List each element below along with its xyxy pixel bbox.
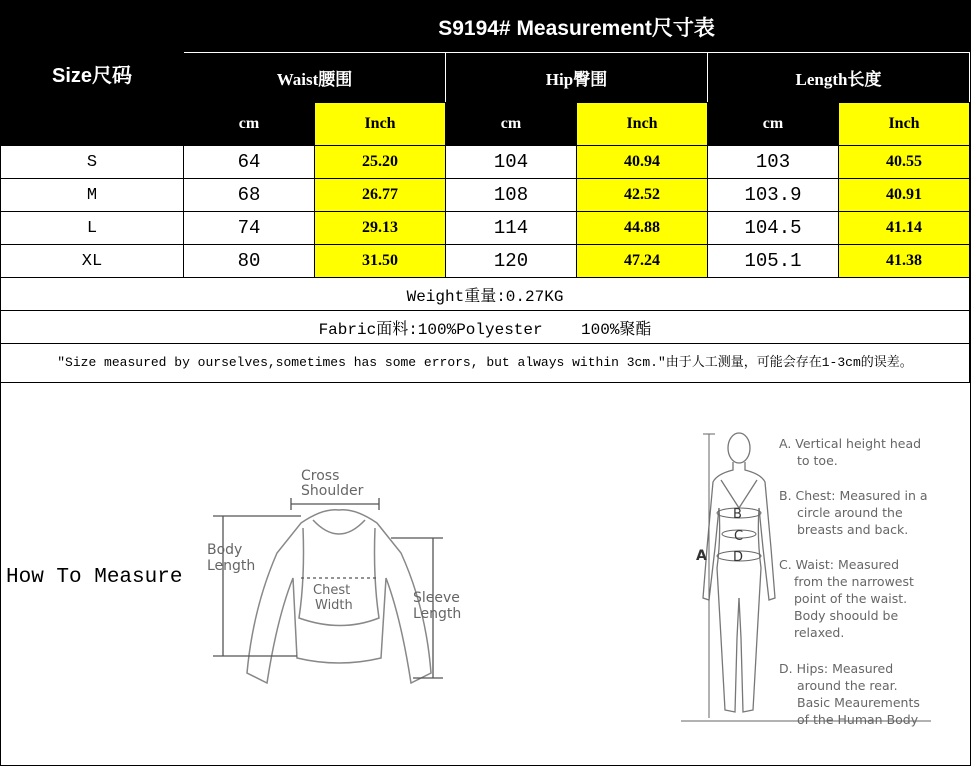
measurement-note: "Size measured by ourselves,sometimes has some errors, but always within 3cm."由于人工测量，可能会存在1-3cm的误差。: [1, 344, 970, 383]
hip-cm-cell: 114: [446, 212, 577, 245]
garment-label-sleeve-length: Length: [413, 606, 462, 622]
length-cm-header: cm: [708, 103, 839, 146]
legend-d-line4: of the Human Body: [797, 712, 919, 727]
length-group-header: Length长度: [708, 53, 970, 103]
garment-label-cross: Cross: [301, 468, 340, 484]
legend-c-line1: C. Waist: Measured: [779, 557, 900, 572]
garment-measure-diagram: [201, 468, 481, 698]
table-row: [1, 212, 970, 245]
body-marker-a: A: [696, 548, 707, 564]
table-row: [1, 179, 970, 212]
hip-inch-cell: 40.94: [577, 146, 708, 179]
length-inch-cell: 41.14: [839, 212, 970, 245]
legend-b-line2: circle around the: [797, 505, 903, 520]
hip-cm-cell: 104: [446, 146, 577, 179]
length-inch-cell: 40.55: [839, 146, 970, 179]
length-cm-cell: 103: [708, 146, 839, 179]
length-inch-header: Inch: [839, 103, 970, 146]
garment-label-sleeve: Sleeve: [413, 590, 460, 606]
hip-cm-cell: 120: [446, 245, 577, 278]
table-row: [1, 245, 970, 278]
hip-group-header: Hip臀围: [446, 53, 708, 103]
legend-d-line3: Basic Meaurements: [797, 695, 920, 710]
how-to-measure-section: [1, 388, 968, 764]
legend-c-line4: Body shoould be: [794, 608, 899, 623]
length-cm-cell: 104.5: [708, 212, 839, 245]
hip-inch-cell: 42.52: [577, 179, 708, 212]
legend-d-line1: D. Hips: Measured: [779, 661, 894, 676]
waist-cm-cell: 80: [184, 245, 315, 278]
waist-group-header: Waist腰围: [184, 53, 446, 103]
legend-b-line3: breasts and back.: [797, 522, 909, 537]
length-cm-cell: 103.9: [708, 179, 839, 212]
legend-b-line1: B. Chest: Measured in a: [779, 488, 928, 503]
waist-inch-cell: 25.20: [315, 146, 446, 179]
hip-inch-cell: 44.88: [577, 212, 708, 245]
hip-inch-header: Inch: [577, 103, 708, 146]
waist-cm-cell: 64: [184, 146, 315, 179]
hip-cm-cell: 108: [446, 179, 577, 212]
waist-cm-cell: 74: [184, 212, 315, 245]
size-table: [0, 0, 970, 383]
body-marker-b: B: [733, 507, 742, 522]
waist-inch-cell: 31.50: [315, 245, 446, 278]
garment-label-shoulder: Shoulder: [301, 483, 364, 499]
length-inch-cell: 41.38: [839, 245, 970, 278]
hip-inch-cell: 47.24: [577, 245, 708, 278]
chart-title: S9194# Measurement尺寸表: [184, 1, 970, 53]
fabric-info: Fabric面料:100%Polyester 100%聚酯: [1, 311, 970, 344]
body-measure-diagram: [681, 428, 951, 738]
legend-a-line1: A. Vertical height head: [779, 436, 922, 451]
body-marker-c: C: [734, 529, 744, 544]
weight-info: Weight重量:0.27KG: [1, 278, 970, 311]
how-to-measure-label: How To Measure: [6, 566, 183, 589]
hip-cm-header: cm: [446, 103, 577, 146]
waist-inch-cell: 26.77: [315, 179, 446, 212]
size-cell: L: [1, 212, 184, 245]
legend-c-line5: relaxed.: [794, 625, 845, 640]
waist-cm-header: cm: [184, 103, 315, 146]
body-marker-d: D: [733, 550, 744, 565]
garment-label-length: Length: [207, 558, 256, 574]
size-column-header: Size尺码: [1, 1, 184, 146]
table-row: [1, 146, 970, 179]
garment-label-body: Body: [207, 542, 243, 558]
waist-cm-cell: 68: [184, 179, 315, 212]
garment-label-chest: Chest: [313, 583, 351, 598]
length-inch-cell: 40.91: [839, 179, 970, 212]
waist-inch-cell: 29.13: [315, 212, 446, 245]
legend-d-line2: around the rear.: [797, 678, 898, 693]
garment-label-width: Width: [315, 598, 353, 613]
legend-c-line3: point of the waist.: [794, 591, 908, 606]
size-cell: XL: [1, 245, 184, 278]
waist-inch-header: Inch: [315, 103, 446, 146]
size-cell: S: [1, 146, 184, 179]
length-cm-cell: 105.1: [708, 245, 839, 278]
legend-a-line2: to toe.: [797, 453, 838, 468]
size-cell: M: [1, 179, 184, 212]
legend-c-line2: from the narrowest: [794, 574, 914, 589]
